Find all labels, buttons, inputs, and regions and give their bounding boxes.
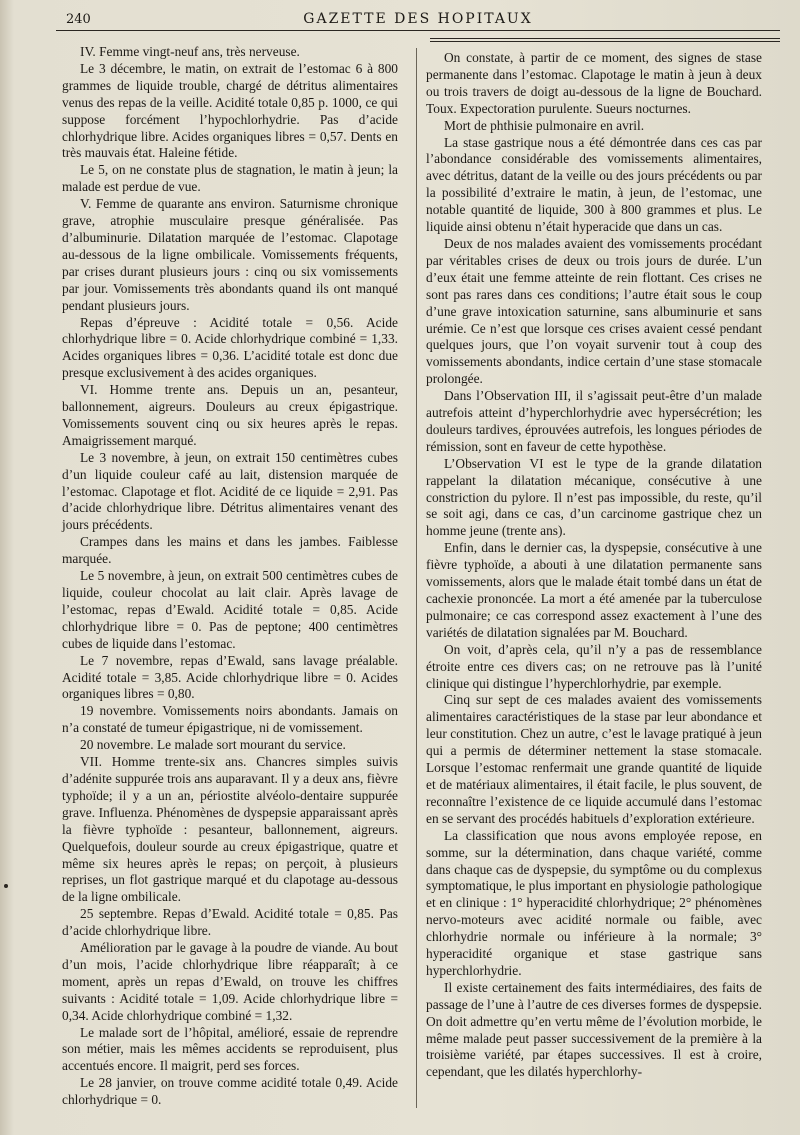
paragraph: Mort de phthisie pulmonaire en avril. bbox=[444, 117, 645, 133]
paragraph: La stase gastrique nous a été démontrée dans ces cas par l’abondance considérable des vomissements alimentaires, avec détritus, datant de la veille ou des jours précédents ou par la possibilité d’extraire le matin, à jeun, de l’estomac, une notable quantité de liquide, 300 à 800 grammes et plus. Le liquide ainsi obtenu n’était hyperacide que dans un cas. bbox=[426, 134, 762, 235]
journal-title: GAZETTE DES HOPITAUX bbox=[303, 11, 533, 27]
margin-dot bbox=[4, 884, 8, 888]
paragraph: Le 3 décembre, le matin, on extrait de l’estomac 6 à 800 grammes de liquide trouble, chargé de détritus alimentaires venus des repas de la veille. Acidité totale 0,85 p. 1000, ce qui suppose forcément l’hypochlorhydrie. Pas d’acide chlorhydrique libre. Acides organiques libres = 0,57. Dents en très mauvais état. Haleine fétide. bbox=[62, 60, 398, 161]
paragraph: Repas d’épreuve : Acidité totale = 0,56. Acide chlorhydrique libre = 0. Acide chlorhydrique combiné = 1,33. Acides organiques libres = 0,36. L’acidité totale est donc due presque exclusivement à des acides organiques. bbox=[62, 314, 398, 381]
double-rule-top bbox=[430, 38, 780, 39]
paragraph: On voit, d’après cela, qu’il n’y a pas de ressemblance étroite entre ces divers cas; on ne retrouve pas là l’unité clinique qui distingue l’hyperchlorhydrie, par exemple. bbox=[426, 641, 762, 691]
paragraph: 19 novembre. Vomissements noirs abondants. Jamais on n’a constaté de tumeur épigastrique, ni de vomissement. bbox=[62, 703, 398, 736]
paragraph: Amélioration par le gavage à la poudre de viande. Au bout d’un mois, l’acide chlorhydrique libre réapparaît; à ce moment, après un repas d’Ewald, on trouve les chiffres suivants : Acidité totale = 1,09. Acide chlorhydrique libre = 0,34. Acide chlorhydrique combiné = 1,32. bbox=[62, 940, 398, 1023]
right-column bbox=[426, 50, 762, 1081]
paragraph: La classification que nous avons employée repose, en somme, sur la détermination, dans chaque variété, comme dans chaque cas de dyspepsie, du symptôme ou du complexus symptomatique, le plus important en physiologie pathologique et en clinique : 1° hyperacidité chlorhydrique; 2° phénomènes nervo-moteurs avec acidité normale ou faible, avec chlorhydrie normale ou inférieure à la normale; 3° hyperacidité organique et stase gastrique sans hyperchlorhydrie. bbox=[426, 827, 762, 978]
paragraph: Crampes dans les mains et dans les jambes. Faiblesse marquée. bbox=[62, 534, 398, 567]
paragraph: 20 novembre. Le malade sort mourant du service. bbox=[80, 737, 346, 753]
paragraph: IV. Femme vingt-neuf ans, très nerveuse. bbox=[80, 44, 300, 59]
paragraph: On constate, à partir de ce moment, des signes de stase permanente dans l’estomac. Clapotage le matin à jeun à deux ou trois travers de doigt au-dessous de la ligne de Bouchard. Toux. Expectoration purulente. Sueurs nocturnes. bbox=[426, 50, 762, 116]
left-column bbox=[62, 44, 398, 1109]
paragraph: Le 5 novembre, à jeun, on extrait 500 centimètres cubes de liquide, couleur chocolat au lait clair. Après lavage de l’estomac, repas d’Ewald. Acidité totale = 0,85. Acide chlorhydrique libre = 0. Pas de peptone; 400 centimètres cubes de liquide dans l’estomac. bbox=[62, 568, 398, 651]
paragraph: Le 5, on ne constate plus de stagnation, le matin à jeun; la malade est perdue de vue. bbox=[62, 162, 398, 195]
paragraph: Le 7 novembre, repas d’Ewald, sans lavage préalable. Acidité totale = 3,85. Acide chlorhydrique libre = 0. Acides organiques libres = 0,80. bbox=[62, 652, 398, 702]
paragraph: Il existe certainement des faits intermédiaires, des faits de passage de l’une à l’autre de ces diverses formes de dyspepsie. On doit admettre qu’en vertu même de l’évolution morbide, le même malade peut passer successivement de la première à la troisième variété, par étapes successives. Il est à croire, cependant, que les dilatés hyperchlorhy- bbox=[426, 979, 762, 1080]
paragraph: Enfin, dans le dernier cas, la dyspepsie, consécutive à une fièvre typhoïde, a abouti à une dilatation permanente sans vomissements, alors que le malade était tombé dans un état de cachexie prononcée. La mort a été amenée par la tuberculose pulmonaire; ce cas correspond assez exactement à l’une des variétés de dilatation signalées par M. Bouchard. bbox=[426, 540, 762, 640]
paragraph: VI. Homme trente ans. Depuis un an, pesanteur, ballonnement, aigreurs. Douleurs au creux épigastrique. Vomissements souvent cinq ou six heures après le repas. Amaigrissement marqué. bbox=[62, 382, 398, 448]
paragraph: 25 septembre. Repas d’Ewald. Acidité totale = 0,85. Pas d’acide chlorhydrique libre. bbox=[62, 906, 398, 939]
page-number: 240 bbox=[66, 12, 91, 27]
paragraph: V. Femme de quarante ans environ. Saturnisme chronique grave, atrophie musculaire presque généralisée. Pas d’albuminurie. Dilatation marquée de l’estomac. Clapotage au-dessous de la ligne ombilicale. Vomissements fréquents, par crises durant plusieurs jours : cinq ou six vomissements par jour. Vomissements très abondants quand ils ont manqué pendant plusieurs jours. bbox=[62, 196, 398, 313]
running-header bbox=[56, 8, 780, 31]
paragraph: VII. Homme trente-six ans. Chancres simples suivis d’adénite suppurée trois ans auparavant. Il y a deux ans, fièvre typhoïde; il y a un an, périostite alvéolo-dentaire suppurée grave. Influenza. Phénomènes de dyspepsie apparaissant après la fièvre typhoïde : pesanteur, ballonnement, aigreurs. Quelquefois, douleur sourde au creux épigastrique, quatre et même six heures après le repas; on perçoit, à plusieurs reprises, un flot gastrique marqué et du clapotage au-dessous de la ligne ombilicale. bbox=[62, 754, 398, 905]
paragraph: Cinq sur sept de ces malades avaient des vomissements alimentaires caractéristiques de la stase par leur abondance et leur constitution. Chez un autre, c’est le lavage pratiqué à jeun qui a permis de déterminer nettement la stase stomacale. Lorsque l’estomac renfermait une grande quantité de liquide et de matériaux alimentaires, il était facile, le plus souvent, de reconnaître l’existence de ce liquide accumulé dans l’estomac en se servant des procédés habituels d’exploration extérieure. bbox=[426, 692, 762, 826]
paragraph: Le 3 novembre, à jeun, on extrait 150 centimètres cubes d’un liquide couleur café au lait, distension marquée de l’estomac. Clapotage et flot. Acidité de ce liquide = 2,91. Pas d’acide chlorhydrique libre. Détritus alimentaires venant des jours précédents. bbox=[62, 449, 398, 533]
paragraph: Le 28 janvier, on trouve comme acidité totale 0,49. Acide chlorhydrique = 0. bbox=[62, 1075, 398, 1108]
paragraph: Le malade sort de l’hôpital, amélioré, essaie de reprendre son métier, mais les mêmes accidents se reproduisent, plus accentués encore. Il maigrit, perd ses forces. bbox=[62, 1024, 398, 1074]
paragraph: Dans l’Observation III, il s’agissait peut-être d’un malade autrefois atteint d’hyperchlorhydrie avec hypersécrétion; les douleurs tardives, éprouvées autrefois, les longues périodes de rémission, sont en faveur de cette hypothèse. bbox=[426, 388, 762, 454]
paragraph: Deux de nos malades avaient des vomissements procédant par véritables crises de deux ou trois jours de durée. L’un d’eux était une femme atteinte de rein flottant. Ces crises ne sont pas rares dans ces conditions; l’autre était sous le coup d’une grave intoxication saturnine, sans albuminurie et sans urémie. Ce n’est que lorsque ces crises avaient cessé pendant quelques jours, que l’on voyait survenir tout à coup des vomissements abondants, indice certain d’une stase stomacale prolongée. bbox=[426, 235, 762, 387]
column-divider bbox=[416, 48, 417, 1108]
double-rule-bottom bbox=[430, 41, 780, 42]
paragraph: L’Observation VI est le type de la grande dilatation rappelant la dilatation mécanique, consécutive à une constriction du pylore. Il n’est pas impossible, du reste, qu’il se soit agi, dans ce cas, d’un carcinome gastrique chez un homme jeune (trente ans). bbox=[426, 455, 762, 539]
